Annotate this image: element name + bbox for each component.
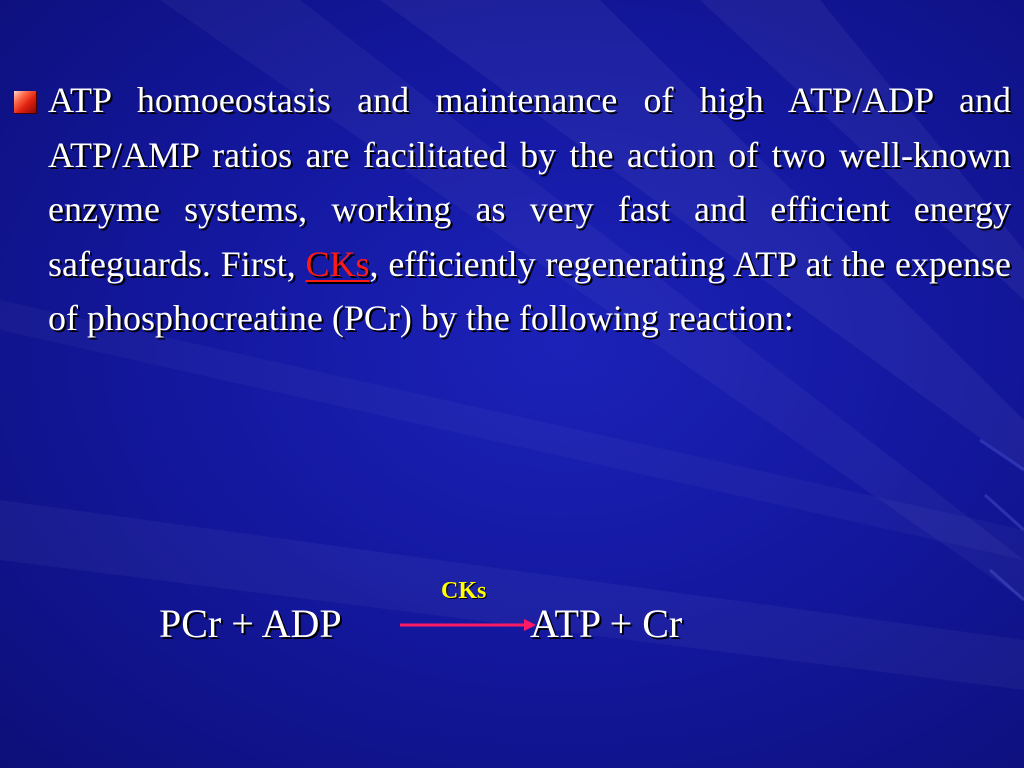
- paragraph-text-after-term: , efficiently regenerating ATP at the expense of phosphocreatine (PCr) by the following reaction:: [48, 243, 1011, 338]
- body-paragraph: [48, 73, 1011, 346]
- square-bullet-icon: [14, 91, 36, 113]
- right-arrow-icon: [398, 616, 538, 634]
- highlight-term-link[interactable]: CKs: [305, 243, 370, 284]
- enzyme-label: CKs: [441, 578, 487, 604]
- reaction-products: ATP + Cr: [530, 601, 683, 646]
- paragraph-text-before-term: ATP homoeostasis and maintenance of high ATP/ADP and ATP/AMP ratios are facilitated by the action of two well-known enzyme systems, working as very fast and efficient energy safeguards. First,: [48, 80, 1011, 284]
- reaction-reactants: PCr + ADP: [159, 601, 342, 646]
